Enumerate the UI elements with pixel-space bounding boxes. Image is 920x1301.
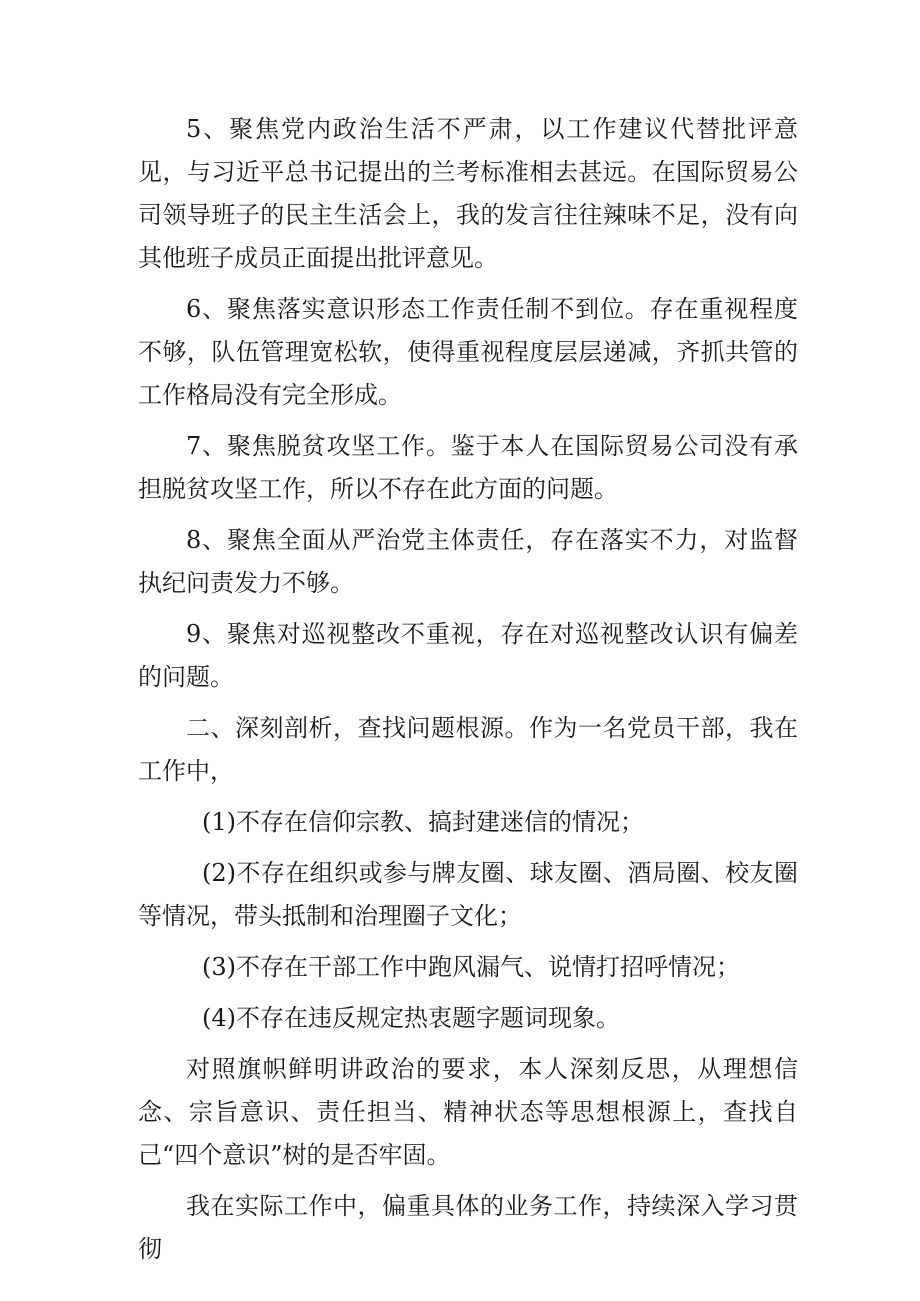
paragraph-practice: 我在实际工作中，偏重具体的业务工作，持续深入学习贯彻 [138, 1192, 798, 1263]
document-body [138, 108, 798, 1279]
paragraph-item-6: 6、聚焦落实意识形态工作责任制不到位。存在重视程度不够，队伍管理宽松软，使得重视程度层层递减，齐抓共管的工作格局没有完全形成。 [138, 295, 798, 409]
paragraph-item-9: 9、聚焦对巡视整改不重视，存在对巡视整改认识有偏差的问题。 [138, 620, 798, 691]
paragraph-item-8: 8、聚焦全面从严治党主体责任，存在落实不力，对监督执纪问责发力不够。 [138, 526, 798, 597]
sub-item-1: (1)不存在信仰宗教、搞封建迷信的情况； [202, 808, 644, 836]
paragraph-reflection: 对照旗帜鲜明讲政治的要求，本人深刻反思，从理想信念、宗旨意识、责任担当、精神状态等思想根源上，查找自己“四个意识”树的是否牢固。 [138, 1055, 798, 1169]
paragraph-item-7: 7、聚焦脱贫攻坚工作。鉴于本人在国际贸易公司没有承担脱贫攻坚工作，所以不存在此方面的问题。 [138, 432, 798, 503]
section-heading-analysis: 二、深刻剖析，查找问题根源。作为一名党员干部，我在工作中， [138, 714, 798, 785]
sub-item-4: (4)不存在违反规定热衷题字题词现象。 [202, 1004, 620, 1032]
paragraph-item-5: 5、聚焦党内政治生活不严肃，以工作建议代替批评意见，与习近平总书记提出的兰考标准相去甚远。在国际贸易公司领导班子的民主生活会上，我的发言往往辣味不足，没有向其他班子成员正面提出批评意见。 [138, 115, 798, 272]
sub-item-2: (2)不存在组织或参与牌友圈、球友圈、酒局圈、校友圈等情况，带头抵制和治理圈子文化； [138, 859, 798, 930]
sub-item-3: (3)不存在干部工作中跑风漏气、说情打招呼情况； [202, 953, 740, 981]
